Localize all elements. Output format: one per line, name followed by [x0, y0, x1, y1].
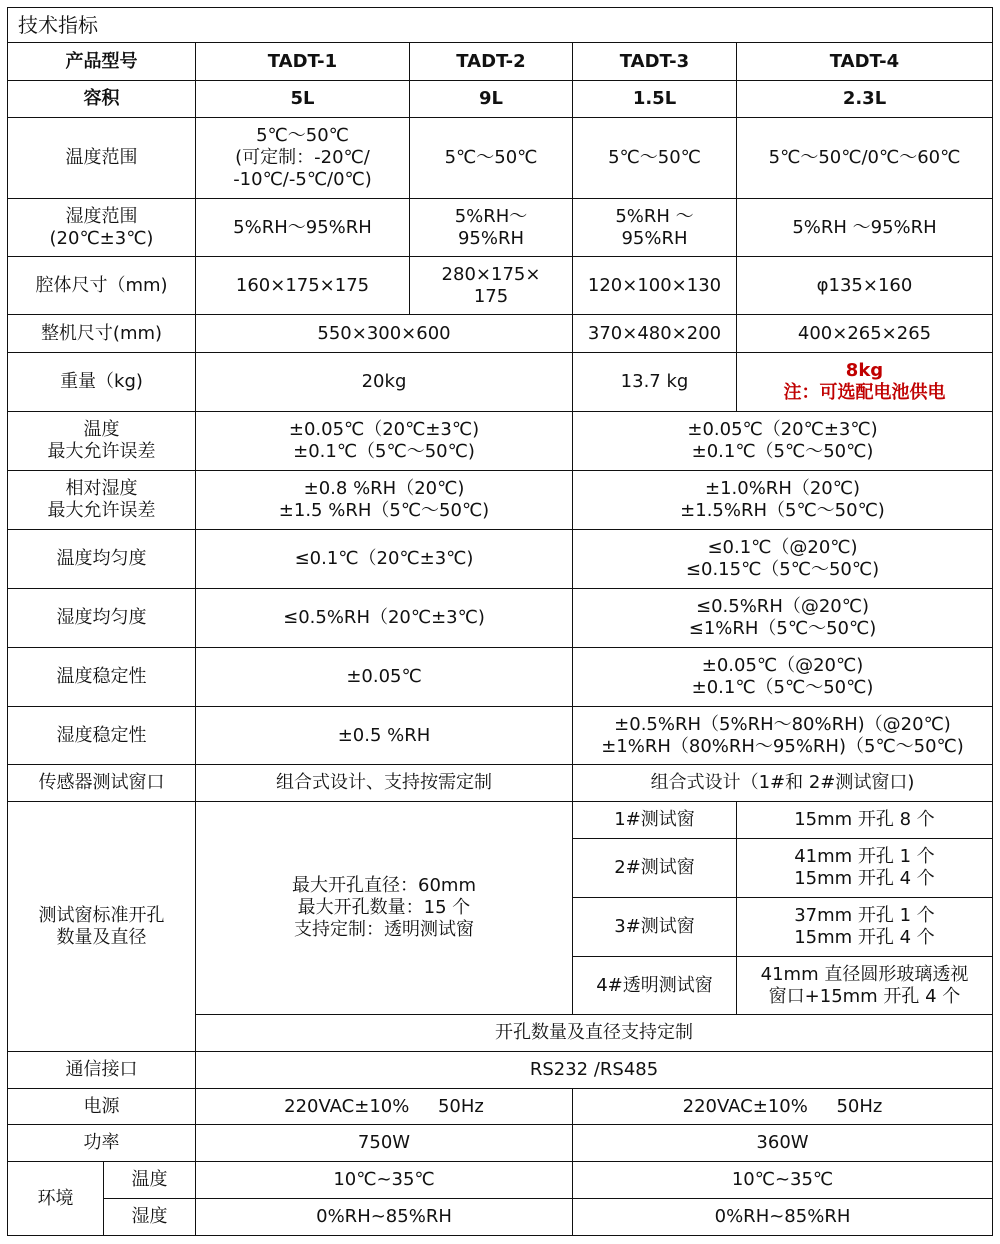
row-label: 相对湿度 最大允许误差	[8, 471, 196, 530]
cell: 5%RH～95%RH	[196, 199, 410, 257]
sub-label: 温度	[104, 1162, 196, 1199]
machine-size-row	[8, 315, 993, 353]
cell: 280×175× 175	[410, 257, 573, 315]
row-label: 容积	[8, 81, 196, 118]
window-spec: 15mm 开孔 8 个	[737, 802, 993, 839]
row-label: 温度均匀度	[8, 530, 196, 589]
cell: 开孔数量及直径支持定制	[196, 1015, 993, 1052]
row-label: 产品型号	[8, 43, 196, 81]
row-label: 电源	[8, 1089, 196, 1125]
cell: ±0.05℃	[196, 648, 573, 707]
cell: 9L	[410, 81, 573, 118]
row-label: 湿度稳定性	[8, 707, 196, 765]
cell: 5L	[196, 81, 410, 118]
cell: 750W	[196, 1125, 573, 1162]
cell: ±0.05℃（@20℃) ±0.1℃（5℃～50℃)	[573, 648, 993, 707]
cell: 10℃~35℃	[573, 1162, 993, 1199]
row-label: 通信接口	[8, 1052, 196, 1089]
cell: 550×300×600	[196, 315, 573, 353]
cell: 5℃～50℃	[410, 118, 573, 199]
cell: 2.3L	[737, 81, 993, 118]
cell: 10℃~35℃	[196, 1162, 573, 1199]
weight-row	[8, 353, 993, 412]
cell: 160×175×175	[196, 257, 410, 315]
sensor-window-row	[8, 765, 993, 802]
cell: 0%RH~85%RH	[196, 1199, 573, 1236]
cell: ±0.5%RH（5%RH～80%RH)（@20℃) ±1%RH（80%RH～95%RH)（5℃～50℃)	[573, 707, 993, 765]
window-name: 1#测试窗	[573, 802, 737, 839]
env-humid-row	[8, 1199, 993, 1236]
humid-error-row	[8, 471, 993, 530]
cell: 5℃～50℃ (可定制：-20℃/ -10℃/-5℃/0℃)	[196, 118, 410, 199]
model-cell: TADT-2	[410, 43, 573, 81]
table-title: 技术指标	[8, 8, 993, 43]
spec-table	[7, 7, 993, 1236]
row-label: 湿度均匀度	[8, 589, 196, 648]
humid-stability-row	[8, 707, 993, 765]
cell: 5℃～50℃	[573, 118, 737, 199]
row-label: 功率	[8, 1125, 196, 1162]
cell: 220VAC±10% 50Hz	[573, 1089, 993, 1125]
temp-stability-row	[8, 648, 993, 707]
cell: 220VAC±10% 50Hz	[196, 1089, 573, 1125]
env-temp-row	[8, 1162, 993, 1199]
cell: 5%RH ～95%RH	[737, 199, 993, 257]
weight-note-cell: 8kg 注：可选配电池供电	[737, 353, 993, 412]
cell: 5%RH～ 95%RH	[410, 199, 573, 257]
power-row	[8, 1089, 993, 1125]
row-label: 腔体尺寸（mm)	[8, 257, 196, 315]
cell: ≤0.1℃（@20℃) ≤0.15℃（5℃～50℃)	[573, 530, 993, 589]
wattage-row	[8, 1125, 993, 1162]
temp-uniformity-row	[8, 530, 993, 589]
test-window-row	[8, 802, 993, 839]
row-label: 温度 最大允许误差	[8, 412, 196, 471]
row-label: 温度范围	[8, 118, 196, 199]
temp-range-row	[8, 118, 993, 199]
cell: 5℃～50℃/0℃～60℃	[737, 118, 993, 199]
cell: 360W	[573, 1125, 993, 1162]
cell: 组合式设计、支持按需定制	[196, 765, 573, 802]
cell: 组合式设计（1#和 2#测试窗口)	[573, 765, 993, 802]
window-spec: 41mm 开孔 1 个 15mm 开孔 4 个	[737, 839, 993, 898]
window-name: 2#测试窗	[573, 839, 737, 898]
cell: ≤0.5%RH（20℃±3℃)	[196, 589, 573, 648]
cell: ±0.5 %RH	[196, 707, 573, 765]
cell: 0%RH~85%RH	[573, 1199, 993, 1236]
cell: φ135×160	[737, 257, 993, 315]
row-label: 湿度范围 (20℃±3℃)	[8, 199, 196, 257]
cell: ≤0.1℃（20℃±3℃)	[196, 530, 573, 589]
chamber-size-row	[8, 257, 993, 315]
humid-range-row	[8, 199, 993, 257]
cell: ±0.8 %RH（20℃) ±1.5 %RH（5℃～50℃)	[196, 471, 573, 530]
model-cell: TADT-3	[573, 43, 737, 81]
comm-row	[8, 1052, 993, 1089]
row-label: 整机尺寸(mm)	[8, 315, 196, 353]
cell: 5%RH ～ 95%RH	[573, 199, 737, 257]
cell: ±0.05℃（20℃±3℃) ±0.1℃（5℃～50℃)	[573, 412, 993, 471]
row-label: 环境	[8, 1162, 104, 1236]
cell: ≤0.5%RH（@20℃) ≤1%RH（5℃～50℃)	[573, 589, 993, 648]
humid-uniformity-row	[8, 589, 993, 648]
row-label: 重量（kg)	[8, 353, 196, 412]
model-cell: TADT-4	[737, 43, 993, 81]
cell: 13.7 kg	[573, 353, 737, 412]
cell: RS232 /RS485	[196, 1052, 993, 1089]
cell: 1.5L	[573, 81, 737, 118]
row-label: 测试窗标准开孔 数量及直径	[8, 802, 196, 1052]
cell: ±0.05℃（20℃±3℃) ±0.1℃（5℃～50℃)	[196, 412, 573, 471]
cell: 120×100×130	[573, 257, 737, 315]
window-spec: 37mm 开孔 1 个 15mm 开孔 4 个	[737, 898, 993, 957]
window-name: 3#测试窗	[573, 898, 737, 957]
model-cell: TADT-1	[196, 43, 410, 81]
cell: 400×265×265	[737, 315, 993, 353]
row-label: 温度稳定性	[8, 648, 196, 707]
cell: ±1.0%RH（20℃) ±1.5%RH（5℃～50℃)	[573, 471, 993, 530]
temp-error-row	[8, 412, 993, 471]
cell: 20kg	[196, 353, 573, 412]
row-label: 传感器测试窗口	[8, 765, 196, 802]
volume-row	[8, 81, 993, 118]
window-spec: 41mm 直径圆形玻璃透视 窗口+15mm 开孔 4 个	[737, 957, 993, 1015]
cell: 370×480×200	[573, 315, 737, 353]
cell: 最大开孔直径：60mm 最大开孔数量：15 个 支持定制：透明测试窗	[196, 802, 573, 1015]
model-row	[8, 43, 993, 81]
sub-label: 湿度	[104, 1199, 196, 1236]
window-name: 4#透明测试窗	[573, 957, 737, 1015]
